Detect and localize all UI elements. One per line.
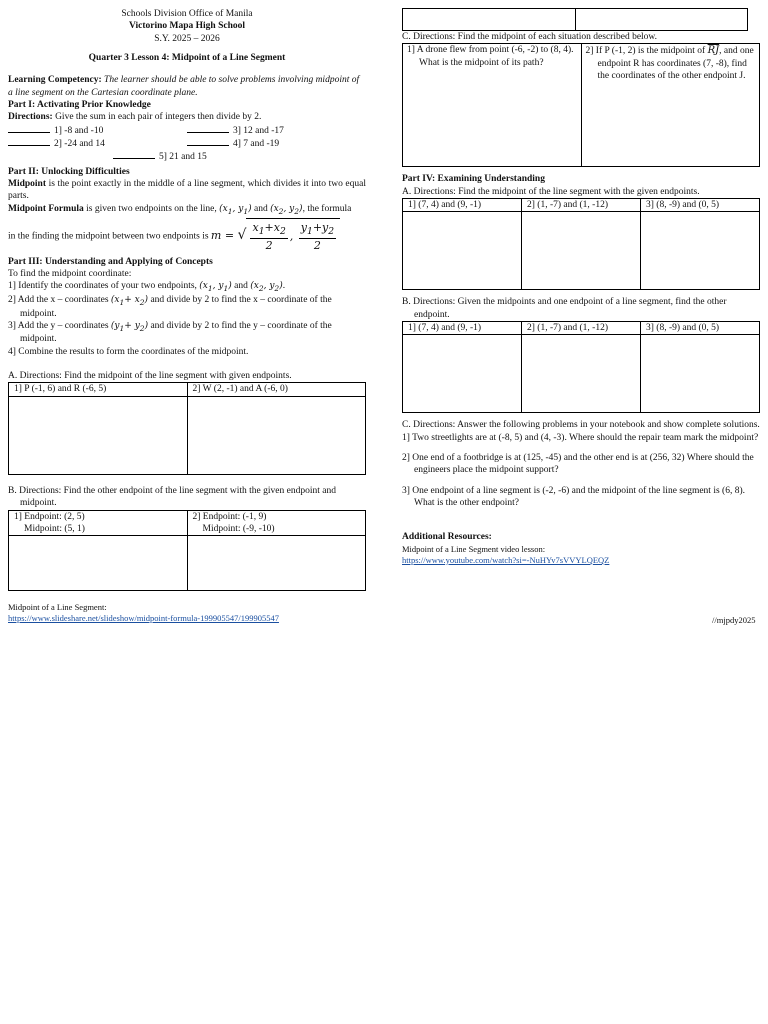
part3-b-table [8,510,366,592]
formula-term: Midpoint Formula [8,203,84,214]
part1-items-row-1 [8,124,366,137]
resource-label: Midpoint of a Line Segment: [8,602,107,612]
part1-item: 4] 7 and -19 [233,139,280,150]
formula-text: is given two endpoints on the line, [86,203,217,214]
midpoint-label: Midpoint: (5, 1) [24,523,85,534]
answer-cell[interactable] [522,335,641,413]
answer-cell[interactable] [187,536,366,591]
answer-cell[interactable] [403,9,576,31]
part3-b-directions: B. Directions: Find the other endpoint of the line segment with the given endpoint and midpoint. [8,485,336,509]
formula-line [8,218,366,253]
part1-item: 2] -24 and 14 [54,139,105,150]
step-text: and divide by 2 to find the x – coordinate of the midpoint. [20,295,332,319]
answer-blank[interactable] [187,124,229,133]
problem-cell[interactable]: 1] A drone flew from point (-6, -2) to (8, 4). What is the midpoint of its path? [403,44,582,167]
part3-title: Part III: Understanding and Applying of Concepts [8,256,213,267]
part3-a-table [8,382,366,474]
endpoint-1-math: ($x_1$, $y_1$) [219,203,252,216]
answer-cell[interactable] [641,335,760,413]
part3-c-table [402,43,760,167]
segment-rj: $\overline{RJ}$ [707,45,720,57]
answer-cell[interactable] [9,536,188,591]
office-name: Schools Division Office of Manila [121,9,253,19]
step-2 [8,294,366,320]
formula-text: in the finding the midpoint between two endpoints is [8,232,209,243]
answer-blank[interactable] [113,150,155,159]
part1-items-row-2 [8,137,366,150]
left-footer [8,602,279,624]
learning-competency [8,74,366,99]
part4-a-directions: A. Directions: Find the midpoint of the line segment with the given endpoints. [402,186,700,197]
top-empty-table [402,8,748,31]
formula-sentence [8,203,366,217]
competency-text: The learner should be able to solve problems involving midpoint of a line segment on the Cartesian coordinate plane. [8,75,360,98]
table-header-cell: 3] (8, -9) and (0, 5) [641,322,760,335]
answer-cell[interactable] [9,396,188,474]
part3-a-directions: A. Directions: Find the midpoint of the line segment with given endpoints. [8,371,292,382]
midpoint-term: Midpoint [8,179,47,190]
part4-c-item: 2] One end of a footbridge is at (125, -45) and the other end is at (256, 32) Where should the engineers place the midpoint support? [402,453,754,476]
table-header-cell: 1] P (-1, 6) and R (-6, 5) [9,383,188,396]
part4-b-table [402,321,760,413]
answer-blank[interactable] [8,124,50,133]
part4-c-item: 1] Two streetlights are at (-8, 5) and (4, -3). Where should the repair team mark the midpoint? [402,432,759,443]
part3-c-directions: C. Directions: Find the midpoint of each situation described below. [402,32,658,42]
signature: //mjpdy2025 [712,615,756,625]
midpoint-def-text: is the point exactly in the middle of a line segment, which divides it into two equal parts. [8,179,366,202]
endpoint-2-math: ($x_2$, $y_2$) [270,203,303,216]
step-text: 3] Add the y – coordinates [8,320,109,331]
left-column [8,8,366,591]
part4-title: Part IV: Examining Understanding [402,174,545,185]
answer-cell[interactable] [641,212,760,290]
table-header-cell: 1] (7, 4) and (9, -1) [403,199,522,212]
endpoint-label: 1] Endpoint: (2, 5) [14,511,85,522]
part4-a-table [402,198,760,290]
endpoint-label: 2] Endpoint: (-1, 9) [192,511,267,522]
step-text: 2] Add the x – coordinates [8,295,109,305]
answer-cell[interactable] [187,396,366,474]
part1-item: 1] -8 and -10 [54,125,104,136]
resources-title: Additional Resources: [402,532,492,543]
midpoint-formula: m = √ $\frac{x_1+x_2}{2}$ , $\frac{y_1+y_2}{2}$ [211,229,340,242]
school-year: S.Y. 2025 – 2026 [154,33,220,44]
table-header-cell: 3] (8, -9) and (0, 5) [641,199,760,212]
and-word: and [234,281,248,292]
resource-label: Midpoint of a Line Segment video lesson: [402,543,546,554]
youtube-link[interactable]: https://www.youtube.com/watch?si=-NuHYv7sVVYLQEQZ [402,554,610,565]
and-word: and [253,203,268,214]
table-header-cell: 2] W (2, -1) and A (-6, 0) [187,383,366,396]
part1-item: 5] 21 and 15 [159,152,207,163]
answer-cell[interactable] [522,212,641,290]
step-4: 4] Combine the results to form the coordinates of the midpoint. [8,346,249,357]
table-header-cell [187,510,366,536]
table-header-cell: 2] (1, -7) and (1, -12) [522,322,641,335]
step-1: 1] Identify the coordinates of your two endpoints, ($x_1$, $y_1$) and ($x_2$, $y_2$). [8,281,286,294]
answer-blank[interactable] [8,137,50,146]
endpoint-1-math: ($x_1$, $y_1$) [199,281,232,294]
school-name: Victorino Mapa High School [128,21,246,32]
part4-c-directions: C. Directions: Answer the following problems in your notebook and show complete solutions. [402,420,760,431]
part3-intro: To find the midpoint coordinate: [8,269,132,280]
midpoint-label: Midpoint: (-9, -10) [202,523,275,534]
answer-blank[interactable] [187,137,229,146]
table-header-cell [9,510,188,536]
midpoint-definition [8,178,366,203]
answer-cell[interactable] [403,335,522,413]
x-sum-math: $(x_1+ x_2)$ [110,295,149,307]
step-text: and divide by 2 to find the y – coordinate of the midpoint. [20,320,332,345]
endpoint-2-math: ($x_2$, $y_2$) [250,281,283,294]
answer-cell[interactable] [575,9,748,31]
part1-items-row-3 [8,150,366,163]
problem-text: 2] If P (-1, 2) is the midpoint of [585,46,706,57]
step-3 [8,320,366,346]
slideshare-link[interactable]: https://www.slideshare.net/slideshow/midpoint-formula-199905547/199905547 [8,613,279,624]
right-column [402,8,760,567]
directions-label: Directions: [8,112,53,123]
part1-item: 3] 12 and -17 [233,125,284,136]
table-header-cell: 2] (1, -7) and (1, -12) [522,199,641,212]
table-header-cell: 1] (7, 4) and (9, -1) [403,322,522,335]
lesson-title: Quarter 3 Lesson 4: Midpoint of a Line Segment [88,53,286,64]
part1-title: Part I: Activating Prior Knowledge [8,100,151,111]
part4-b-directions: B. Directions: Given the midpoints and one endpoint of a line segment, find the other endpoint. [402,297,727,320]
step-text: 1] Identify the coordinates of your two endpoints, [8,281,197,292]
part4-c-item: 3] One endpoint of a line segment is (-2, -6) and the midpoint of the line segment is (6, 8). What is the other endpoint? [402,485,745,509]
directions-text: Give the sum in each pair of integers then divide by 2. [55,112,262,123]
answer-cell[interactable] [403,212,522,290]
competency-label: Learning Competency: [8,75,102,86]
y-sum-math: $(y_1+ y_2)$ [110,320,149,333]
part1-directions [8,111,366,123]
problem-cell[interactable] [581,44,760,167]
formula-text: , the formula [302,203,352,214]
problem-text: , and one endpoint R has coordinates (7, -8), find the coordinates of the other endpoint J. [597,46,754,82]
part2-title: Part II: Unlocking Difficulties [8,166,130,177]
